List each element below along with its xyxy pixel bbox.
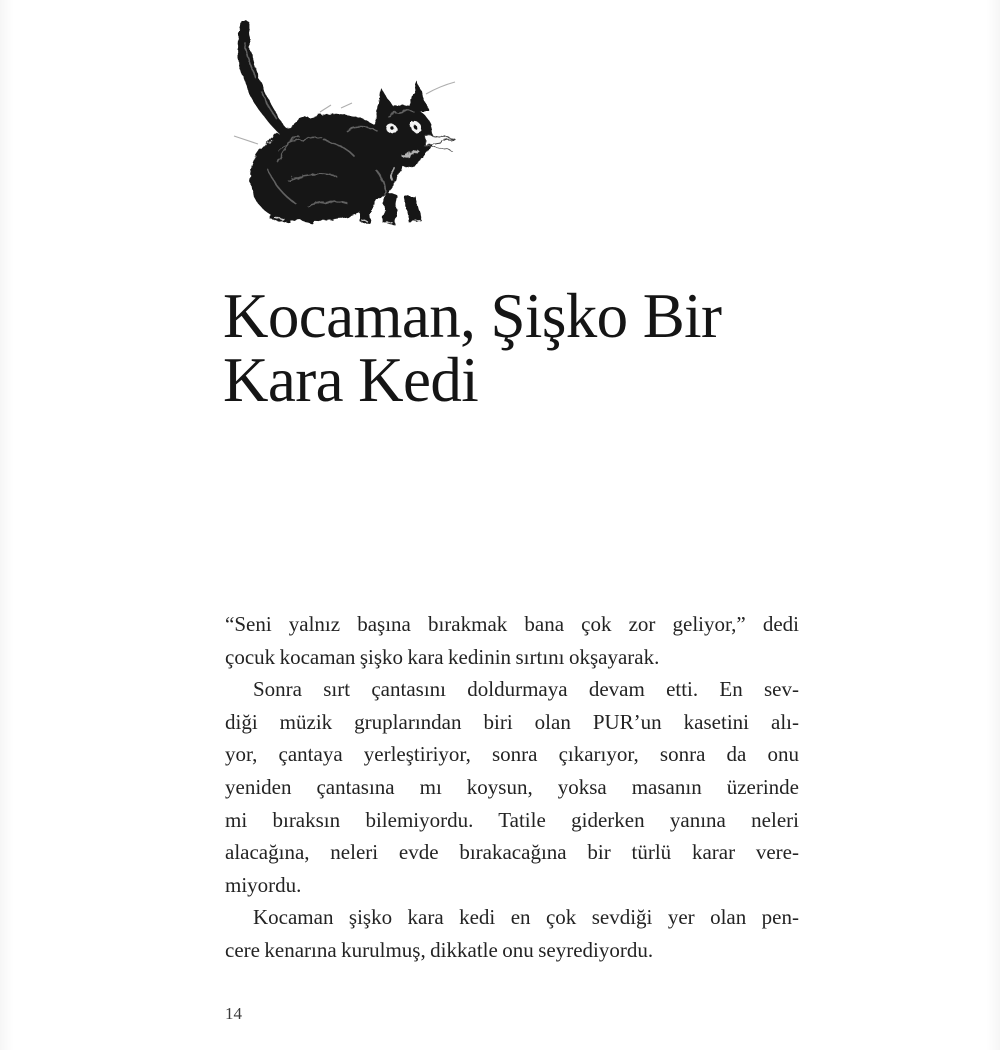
body-line: diği müzik gruplarından biri olan PUR’un kasetini alı- [225, 709, 799, 734]
chapter-title [223, 281, 722, 415]
body-line: yeniden çantasına mı koysun, yoksa masanın üzerinde [225, 774, 799, 799]
chapter-title-line2: Kara Kedi [223, 345, 479, 415]
body-line: alacağına, neleri evde bırakacağına bir türlü karar vere- [225, 840, 799, 865]
body-line: Sonra sırt çantasını doldurmaya devam etti. En sev- [253, 677, 799, 702]
page-edge-shade-left [0, 0, 14, 1050]
chapter-title-line1: Kocaman, Şişko Bir [223, 281, 722, 351]
body-line: yor, çantaya yerleştiriyor, sonra çıkarıyor, sonra da onu [225, 742, 799, 767]
black-cat-illustration [228, 20, 456, 232]
body-line: çocuk kocaman şişko kara kedinin sırtını okşayarak. [225, 644, 660, 669]
body-line: mi bıraksın bilemiyordu. Tatile giderken yanına neleri [225, 807, 799, 832]
page-edge-shade-right [986, 0, 1000, 1050]
page-number: 14 [225, 1004, 242, 1023]
body-text [225, 608, 799, 967]
body-line: “Seni yalnız başına bırakmak bana çok zor geliyor,” dedi [225, 612, 799, 636]
body-line: Kocaman şişko kara kedi en çok sevdiği yer olan pen- [253, 905, 799, 930]
body-line: miyordu. [225, 872, 302, 897]
body-line: cere kenarına kurulmuş, dikkatle onu seyrediyordu. [225, 937, 654, 962]
